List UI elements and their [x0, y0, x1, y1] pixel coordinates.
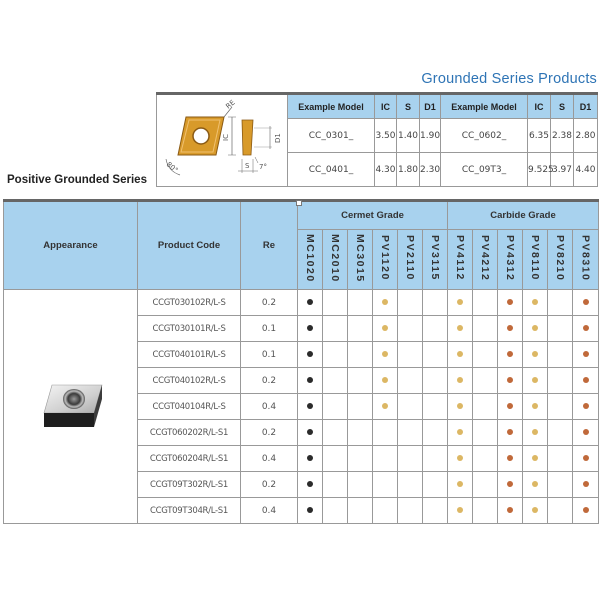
grade-cell-pv8110	[523, 498, 548, 524]
dim-header: Example Model	[288, 94, 375, 119]
availability-dot	[583, 481, 589, 487]
dim-cell: CC_0301_	[288, 119, 375, 153]
grade-cell-pv4312	[498, 472, 523, 498]
dim-cell: 1.80	[397, 153, 420, 187]
grade-cell-mc3015	[348, 290, 373, 316]
availability-dot	[583, 351, 589, 357]
availability-dot	[307, 507, 313, 513]
grade-cell-pv4112	[448, 368, 473, 394]
availability-dot	[507, 429, 513, 435]
availability-dot	[307, 481, 313, 487]
grade-cell-pv1120	[373, 290, 398, 316]
grade-cell-mc3015	[348, 316, 373, 342]
grade-cell-mc1020	[298, 290, 323, 316]
availability-dot	[532, 351, 538, 357]
availability-dot	[583, 455, 589, 461]
grade-cell-mc3015	[348, 368, 373, 394]
availability-dot	[307, 351, 313, 357]
grade-cell-pv8110	[523, 290, 548, 316]
dim-cell: 4.40	[574, 153, 598, 187]
grade-cell-pv1120	[373, 342, 398, 368]
availability-dot	[507, 403, 513, 409]
availability-dot	[583, 429, 589, 435]
grade-cell-pv4112	[448, 420, 473, 446]
grade-cell-pv3115	[423, 420, 448, 446]
re-value: 0.2	[241, 420, 298, 446]
dim-cell: 1.90	[420, 119, 441, 153]
availability-dot	[457, 429, 463, 435]
grade-cell-pv1120	[373, 316, 398, 342]
grade-cell-pv8310	[573, 472, 599, 498]
availability-dot	[457, 507, 463, 513]
grade-cell-pv4212	[473, 290, 498, 316]
grade-cell-pv4212	[473, 420, 498, 446]
grade-cell-pv8110	[523, 420, 548, 446]
grade-label: PV4212	[479, 234, 491, 282]
grade-cell-mc1020	[298, 368, 323, 394]
grade-cell-pv8110	[523, 394, 548, 420]
grade-cell-pv8310	[573, 368, 599, 394]
insert-photo	[36, 379, 106, 431]
header-grade	[573, 230, 599, 290]
grade-cell-pv2110	[398, 394, 423, 420]
grade-cell-pv3115	[423, 290, 448, 316]
grade-cell-pv3115	[423, 394, 448, 420]
header-grade	[323, 230, 348, 290]
grade-label: PV3115	[429, 235, 441, 281]
grade-cell-pv1120	[373, 394, 398, 420]
grade-label: PV8110	[529, 235, 541, 281]
availability-dot	[382, 377, 388, 383]
dim-header: D1	[420, 94, 441, 119]
grade-cell-pv4312	[498, 368, 523, 394]
availability-dot	[583, 325, 589, 331]
grade-cell-mc1020	[298, 316, 323, 342]
grade-cell-pv8210	[548, 316, 573, 342]
grade-cell-pv8310	[573, 394, 599, 420]
grade-label: MC1020	[304, 233, 316, 283]
header-grade	[448, 230, 473, 290]
dim-header: IC	[528, 94, 551, 119]
availability-dot	[457, 481, 463, 487]
dim-header: D1	[574, 94, 598, 119]
dim-cell: CC_09T3_	[441, 153, 528, 187]
header-grade	[473, 230, 498, 290]
availability-dot	[457, 455, 463, 461]
availability-dot	[532, 403, 538, 409]
grade-cell-mc1020	[298, 498, 323, 524]
grade-cell-pv4312	[498, 290, 523, 316]
grade-cell-pv4312	[498, 446, 523, 472]
appearance-cell	[4, 290, 138, 524]
label-angle: 80°	[164, 160, 180, 175]
grade-cell-pv3115	[423, 472, 448, 498]
grade-cell-mc2010	[323, 290, 348, 316]
grade-cell-pv8310	[573, 316, 599, 342]
grade-cell-pv4212	[473, 472, 498, 498]
grade-cell-pv3115	[423, 368, 448, 394]
grade-cell-mc2010	[323, 420, 348, 446]
corner-marker	[296, 200, 302, 206]
grade-cell-pv4112	[448, 290, 473, 316]
grade-cell-pv2110	[398, 472, 423, 498]
availability-dot	[532, 325, 538, 331]
header-product-code: Product Code	[138, 201, 241, 290]
product-code: CCGT060202R/L-S1	[138, 420, 241, 446]
availability-dot	[507, 507, 513, 513]
grade-cell-pv8110	[523, 446, 548, 472]
product-code: CCGT09T304R/L-S1	[138, 498, 241, 524]
label-relief: 7°	[259, 163, 267, 171]
availability-dot	[307, 455, 313, 461]
grade-cell-mc1020	[298, 446, 323, 472]
grade-cell-pv2110	[398, 498, 423, 524]
grade-cell-mc2010	[323, 316, 348, 342]
availability-dot	[307, 299, 313, 305]
dim-cell: 3.50	[375, 119, 397, 153]
header-grade	[423, 230, 448, 290]
re-value: 0.1	[241, 342, 298, 368]
re-value: 0.4	[241, 446, 298, 472]
grade-cell-pv1120	[373, 472, 398, 498]
dim-cell: 2.80	[574, 119, 598, 153]
dim-cell: CC_0401_	[288, 153, 375, 187]
grade-cell-pv8110	[523, 316, 548, 342]
availability-dot	[583, 299, 589, 305]
product-code: CCGT040101R/L-S	[138, 342, 241, 368]
availability-dot	[307, 403, 313, 409]
header-grade	[498, 230, 523, 290]
re-value: 0.2	[241, 472, 298, 498]
availability-dot	[457, 299, 463, 305]
dim-cell: 4.30	[375, 153, 397, 187]
availability-dot	[507, 455, 513, 461]
header-grade	[348, 230, 373, 290]
table-row	[4, 290, 599, 316]
grade-cell-pv8210	[548, 472, 573, 498]
header-grade	[523, 230, 548, 290]
grade-label: MC2010	[329, 233, 341, 283]
availability-dot	[532, 455, 538, 461]
grade-cell-pv4312	[498, 316, 523, 342]
grade-cell-pv4212	[473, 498, 498, 524]
header-cermet-grade: Cermet Grade	[298, 201, 448, 230]
availability-dot	[583, 377, 589, 383]
grade-cell-pv8110	[523, 472, 548, 498]
grade-cell-pv8310	[573, 420, 599, 446]
grade-cell-pv4112	[448, 316, 473, 342]
product-code: CCGT030102R/L-S	[138, 290, 241, 316]
grade-cell-pv8210	[548, 394, 573, 420]
header-grade	[548, 230, 573, 290]
grade-cell-mc3015	[348, 342, 373, 368]
grade-cell-pv4312	[498, 498, 523, 524]
insert-side-view	[242, 120, 253, 155]
availability-dot	[382, 299, 388, 305]
availability-dot	[457, 403, 463, 409]
dim-cell: 9.525	[528, 153, 551, 187]
grade-cell-pv8210	[548, 498, 573, 524]
grade-cell-mc3015	[348, 446, 373, 472]
grade-cell-mc2010	[323, 342, 348, 368]
product-code: CCGT040102R/L-S	[138, 368, 241, 394]
availability-dot	[457, 325, 463, 331]
availability-dot	[307, 377, 313, 383]
grade-cell-pv4312	[498, 420, 523, 446]
grade-label: PV2110	[404, 235, 416, 281]
grade-label: PV8210	[554, 234, 566, 282]
grade-cell-pv4212	[473, 394, 498, 420]
grade-cell-pv4212	[473, 342, 498, 368]
availability-dot	[382, 325, 388, 331]
re-value: 0.4	[241, 498, 298, 524]
grade-cell-pv4212	[473, 446, 498, 472]
availability-dot	[507, 351, 513, 357]
grade-cell-pv8210	[548, 446, 573, 472]
dim-cell: 1.40	[397, 119, 420, 153]
availability-dot	[307, 325, 313, 331]
grade-cell-pv4112	[448, 472, 473, 498]
grade-cell-pv8210	[548, 420, 573, 446]
grade-cell-pv2110	[398, 446, 423, 472]
availability-dot	[507, 377, 513, 383]
product-code: CCGT040104R/L-S	[138, 394, 241, 420]
grade-cell-pv2110	[398, 368, 423, 394]
grade-cell-pv4112	[448, 498, 473, 524]
product-code: CCGT030101R/L-S	[138, 316, 241, 342]
grade-cell-mc2010	[323, 394, 348, 420]
availability-dot	[532, 377, 538, 383]
grade-cell-pv1120	[373, 368, 398, 394]
grade-label: PV4312	[504, 234, 516, 282]
product-code: CCGT09T302R/L-S1	[138, 472, 241, 498]
grade-cell-pv4112	[448, 446, 473, 472]
series-label: Positive Grounded Series	[7, 174, 147, 186]
grade-label: PV8310	[579, 234, 592, 282]
availability-dot	[507, 299, 513, 305]
grade-cell-mc3015	[348, 420, 373, 446]
header-grade	[398, 230, 423, 290]
grade-cell-pv8210	[548, 342, 573, 368]
grade-cell-mc2010	[323, 472, 348, 498]
grade-cell-pv4112	[448, 394, 473, 420]
grade-cell-pv4112	[448, 342, 473, 368]
grade-cell-pv2110	[398, 290, 423, 316]
label-d1: D1	[274, 133, 282, 143]
availability-dot	[307, 429, 313, 435]
dim-cell: 2.38	[551, 119, 574, 153]
availability-dot	[382, 351, 388, 357]
grade-cell-pv1120	[373, 498, 398, 524]
header-re: Re	[241, 201, 298, 290]
grade-cell-pv8310	[573, 498, 599, 524]
grade-cell-pv8110	[523, 342, 548, 368]
grade-cell-pv4312	[498, 342, 523, 368]
grade-cell-pv3115	[423, 342, 448, 368]
re-value: 0.1	[241, 316, 298, 342]
dim-cell: 2.30	[420, 153, 441, 187]
label-re: RE	[224, 98, 237, 111]
insert-hole	[193, 128, 209, 144]
grade-cell-pv4212	[473, 368, 498, 394]
dim-header: S	[397, 94, 420, 119]
header-appearance: Appearance	[4, 201, 138, 290]
availability-dot	[532, 429, 538, 435]
dim-header: IC	[375, 94, 397, 119]
availability-dot	[583, 507, 589, 513]
grade-cell-pv2110	[398, 316, 423, 342]
grade-cell-pv3115	[423, 498, 448, 524]
dimension-table	[156, 92, 598, 187]
grade-label: MC3015	[354, 233, 366, 283]
availability-dot	[507, 325, 513, 331]
grade-cell-pv3115	[423, 446, 448, 472]
page-title: Grounded Series Products	[421, 71, 597, 87]
grade-cell-pv4312	[498, 394, 523, 420]
availability-dot	[507, 481, 513, 487]
grade-cell-pv2110	[398, 342, 423, 368]
availability-dot	[457, 351, 463, 357]
insert-diagram	[157, 94, 288, 187]
grade-cell-pv2110	[398, 420, 423, 446]
availability-dot	[457, 377, 463, 383]
grade-cell-pv1120	[373, 446, 398, 472]
availability-dot	[532, 299, 538, 305]
grade-cell-pv8210	[548, 368, 573, 394]
grade-cell-pv8310	[573, 342, 599, 368]
grade-cell-mc3015	[348, 498, 373, 524]
availability-dot	[382, 403, 388, 409]
grade-cell-pv8210	[548, 290, 573, 316]
grade-cell-pv4212	[473, 316, 498, 342]
grade-cell-mc1020	[298, 472, 323, 498]
re-value: 0.4	[241, 394, 298, 420]
insert-dimension-diagram	[158, 95, 286, 183]
re-value: 0.2	[241, 368, 298, 394]
label-s: S	[245, 162, 250, 170]
grade-cell-mc2010	[323, 446, 348, 472]
header-grade	[298, 230, 323, 290]
grade-cell-mc1020	[298, 394, 323, 420]
grade-label: PV1120	[379, 235, 391, 281]
product-table	[3, 199, 599, 524]
dim-header: Example Model	[441, 94, 528, 119]
availability-dot	[532, 507, 538, 513]
product-code: CCGT060204R/L-S1	[138, 446, 241, 472]
re-value: 0.2	[241, 290, 298, 316]
grade-cell-mc3015	[348, 394, 373, 420]
header-carbide-grade: Carbide Grade	[448, 201, 599, 230]
grade-cell-mc1020	[298, 420, 323, 446]
grade-cell-pv1120	[373, 420, 398, 446]
grade-cell-pv8110	[523, 368, 548, 394]
grade-cell-pv8310	[573, 290, 599, 316]
grade-cell-pv3115	[423, 316, 448, 342]
dim-cell: 6.35	[528, 119, 551, 153]
grade-cell-mc1020	[298, 342, 323, 368]
dim-cell: 3.97	[551, 153, 574, 187]
availability-dot	[583, 403, 589, 409]
grade-cell-mc2010	[323, 498, 348, 524]
grade-cell-mc2010	[323, 368, 348, 394]
header-grade	[373, 230, 398, 290]
dim-header: S	[551, 94, 574, 119]
grade-cell-pv8310	[573, 446, 599, 472]
grade-label: PV4112	[454, 235, 466, 281]
grade-cell-mc3015	[348, 472, 373, 498]
dim-cell: CC_0602_	[441, 119, 528, 153]
label-ic: IC	[222, 134, 230, 141]
availability-dot	[532, 481, 538, 487]
